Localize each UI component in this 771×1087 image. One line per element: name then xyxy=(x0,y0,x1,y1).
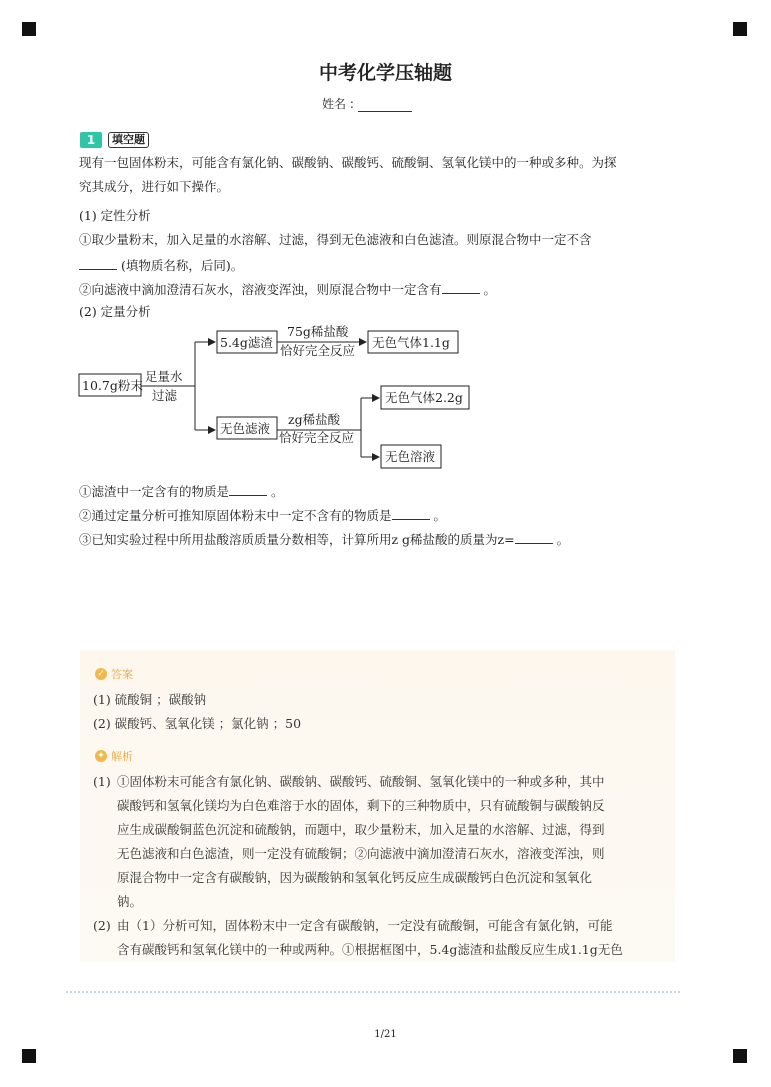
page-title: 中考化学压轴题 xyxy=(318,62,452,84)
part1-title: (1) 定性分析 xyxy=(79,208,151,223)
part2-q3 xyxy=(79,531,569,548)
corner-mark-br xyxy=(733,1049,747,1063)
analysis-label: 解析 xyxy=(111,750,133,763)
corner-mark-tr xyxy=(733,22,747,36)
analysis-part2 xyxy=(93,914,663,962)
flow-acid1-top: 75g稀盐酸 xyxy=(287,324,349,339)
flow-acid1-bottom: 恰好完全反应 xyxy=(280,343,356,358)
name-label: 姓名 : xyxy=(322,97,354,111)
answer-blank[interactable] xyxy=(442,281,480,294)
analysis-part1 xyxy=(93,770,663,914)
name-blank[interactable] xyxy=(358,100,412,112)
analysis-p1-line: 应生成碳酸铜蓝色沉淀和硫酸钠，而题中，取少量粉末，加入足量的水溶解、过滤，得到 xyxy=(117,822,605,837)
flow-gas2-text: 无色气体2.2g xyxy=(385,390,463,405)
lightbulb-icon: ✦ xyxy=(95,750,107,762)
analysis-p1-line: 碳酸钙和氢氧化镁均为白色难溶于水的固体，剩下的三种物质中，只有硫酸铜与碳酸钠反 xyxy=(117,798,605,813)
analysis-p2-line: 由（1）分析可知，固体粉末中一定含有碳酸钠，一定没有硫酸铜，可能含有氯化钠，可能 xyxy=(117,918,613,933)
question-header xyxy=(80,132,149,148)
answer-blank[interactable] xyxy=(229,483,267,496)
intro-line-1: 现有一包固体粉末，可能含有氯化钠、碳酸钠、碳酸钙、硫酸铜、氢氧化镁中的一种或多种。为探 xyxy=(79,155,617,170)
flow-step-bottom: 过滤 xyxy=(152,388,178,403)
page-number: 1/21 xyxy=(374,1029,397,1040)
part2-title: (2) 定量分析 xyxy=(79,304,151,319)
flow-step-top: 足量水 xyxy=(145,369,183,384)
question-number: 1 xyxy=(80,132,102,148)
part1-q1-line1: ①取少量粉末，加入足量的水溶解、过滤，得到无色滤液和白色滤渣。则原混合物中一定不含 xyxy=(79,232,592,247)
flow-solution-text: 无色溶液 xyxy=(385,449,436,464)
analysis-p1-line: 钠。 xyxy=(117,894,143,909)
intro-line-2: 究其成分，进行如下操作。 xyxy=(79,179,230,194)
flow-acid2-bottom: 恰好完全反应 xyxy=(279,430,355,445)
answer-tag xyxy=(95,666,133,682)
part2-q2 xyxy=(79,507,446,524)
period: 。 xyxy=(433,508,447,523)
part2-q1-text: ①滤渣中一定含有的物质是 xyxy=(79,484,230,499)
flowchart xyxy=(75,320,495,480)
analysis-p2-line: 含有碳酸钙和氢氧化镁中的一种或两种。①根据框图中，5.4g滤渣和盐酸反应生成1.1g无色 xyxy=(117,942,623,957)
check-icon: ✓ xyxy=(95,668,107,680)
part1-q1-line2 xyxy=(79,257,243,274)
period: 。 xyxy=(271,484,284,499)
answer-line-2: (2) 碳酸钙、氢氧化镁 ；氯化钠 ；50 xyxy=(93,716,302,731)
part2-q3-text: ③已知实验过程中所用盐酸溶质质量分数相等，计算所用z g稀盐酸的质量为z= xyxy=(79,532,515,547)
period: 。 xyxy=(483,282,497,297)
answer-blank[interactable] xyxy=(392,507,430,520)
flow-gas1-text: 无色气体1.1g xyxy=(372,335,450,350)
period: 。 xyxy=(556,532,570,547)
flow-acid2-top: zg稀盐酸 xyxy=(288,412,341,427)
corner-mark-tl xyxy=(22,22,36,36)
part1-q2-text: ②向滤液中滴加澄清石灰水，溶液变浑浊，则原混合物中一定含有 xyxy=(79,282,442,297)
answer-line-1: (1) 硫酸铜 ；碳酸钠 xyxy=(93,692,207,707)
flow-filtrate-text: 无色滤液 xyxy=(220,421,271,436)
divider xyxy=(66,991,680,993)
analysis-p1-line: 无色滤液和白色滤渣，则一定没有硫酸铜；②向滤液中滴加澄清石灰水，溶液变浑浊，则 xyxy=(117,846,605,861)
analysis-p1-line: ①固体粉末可能含有氯化钠、碳酸钠、碳酸钙、硫酸铜、氢氧化镁中的一种或多种，其中 xyxy=(117,774,605,789)
question-type: 填空题 xyxy=(108,132,149,148)
name-field xyxy=(322,95,412,112)
part1-q1-text: (填物质名称，后同)。 xyxy=(120,258,244,273)
flow-start-text: 10.7g粉末 xyxy=(82,378,143,393)
part2-q1 xyxy=(79,483,284,500)
corner-mark-bl xyxy=(22,1049,36,1063)
analysis-p1-num: (1) xyxy=(93,774,111,789)
answer-blank[interactable] xyxy=(515,531,553,544)
answer-blank[interactable] xyxy=(79,257,117,270)
part2-q2-text: ②通过定量分析可推知原固体粉末中一定不含有的物质是 xyxy=(79,508,392,523)
flow-residue-text: 5.4g滤渣 xyxy=(220,335,273,350)
analysis-tag xyxy=(95,748,133,764)
part1-q2 xyxy=(79,281,496,298)
analysis-p2-num: (2) xyxy=(93,918,111,933)
analysis-p1-line: 原混合物中一定含有碳酸钠，因为碳酸钠和氢氧化钙反应生成碳酸钙白色沉淀和氢氧化 xyxy=(117,870,593,885)
answer-label: 答案 xyxy=(111,668,133,681)
